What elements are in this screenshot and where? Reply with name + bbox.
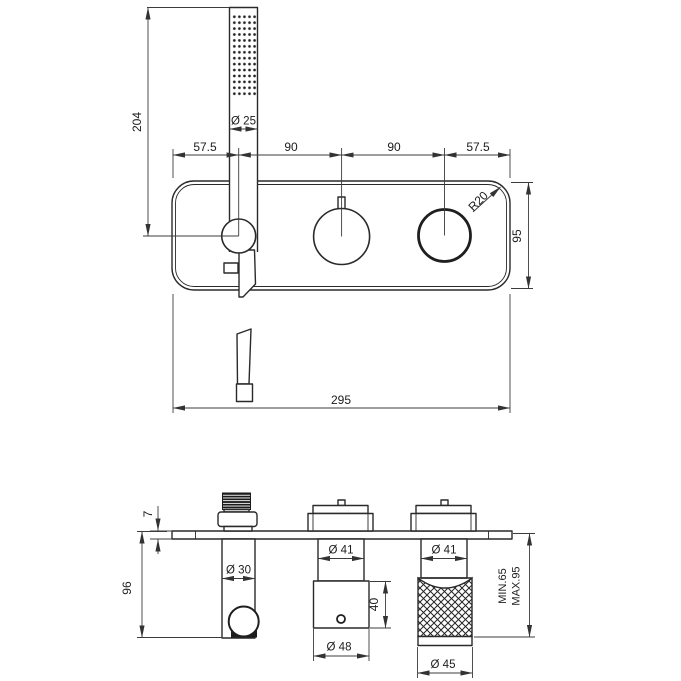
dim-depth-min: MIN.65 — [497, 568, 509, 604]
dim-r20: R20 — [465, 188, 491, 214]
holder-column — [222, 539, 259, 638]
diverter-knob-side — [308, 500, 373, 531]
holder-ball — [229, 607, 259, 637]
dim-57-5-left: 57.5 — [193, 140, 217, 154]
dim-95: 95 — [510, 229, 524, 243]
handshower-wand-lower — [237, 329, 253, 402]
dim-204: 204 — [130, 111, 144, 133]
dim-dia-48: Ø 48 — [326, 641, 352, 654]
dim-96: 96 — [120, 581, 134, 595]
front-view — [130, 8, 533, 414]
cartridge-screw-hole — [337, 615, 345, 623]
dim-90-right: 90 — [387, 140, 401, 154]
mixer-knob-side — [411, 500, 476, 531]
dim-57-5-right: 57.5 — [466, 140, 490, 154]
dim-295: 295 — [330, 393, 352, 407]
side-view — [120, 493, 535, 678]
dim-dia-45: Ø 45 — [430, 659, 456, 671]
connector-collar — [218, 512, 257, 527]
dim-40: 40 — [367, 597, 381, 612]
dim-dia-30: Ø 30 — [226, 564, 251, 577]
threaded-nipple — [223, 493, 251, 510]
hose-connector — [218, 493, 257, 531]
spray-face-dots — [232, 14, 257, 97]
dim-depth-max: MAX.95 — [510, 566, 523, 606]
dim-dia-41-right: Ø 41 — [431, 544, 457, 557]
dim-dia-41-left: Ø 41 — [328, 544, 354, 557]
dim-dia-25: Ø 25 — [231, 115, 256, 128]
knurled-grip — [418, 578, 472, 637]
holder-clip-tab — [224, 263, 238, 273]
dim-7: 7 — [141, 510, 155, 518]
mounting-plate-side — [172, 531, 512, 539]
dim-90-left: 90 — [284, 140, 298, 154]
